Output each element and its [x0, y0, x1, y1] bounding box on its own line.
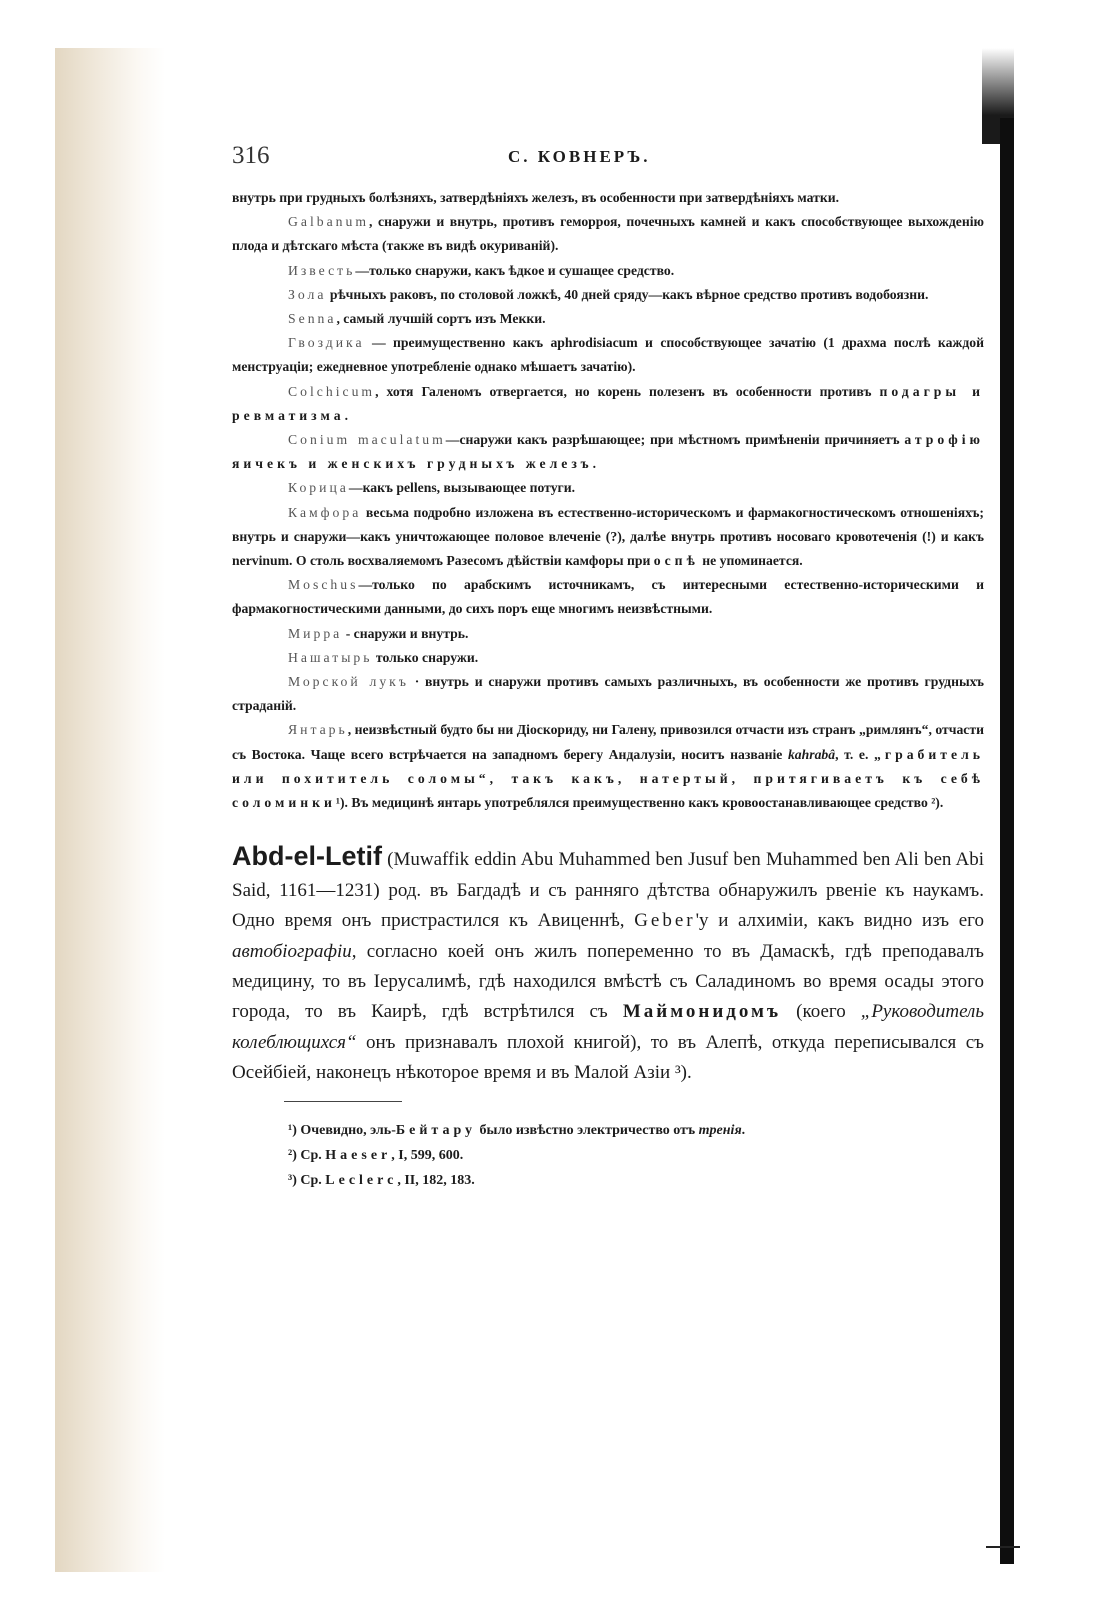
- entry-term: Корица: [288, 480, 349, 496]
- entry-continuation: внутрь при грудныхъ болѣзняхъ, затвердѣніяхъ железъ, въ особенности при затвердѣніяхъ матки.: [232, 190, 840, 205]
- spaced-emphasis: оспѣ: [653, 553, 699, 569]
- spaced-emphasis: атрофію яичекъ и женскихъ грудныхъ железъ: [232, 432, 984, 472]
- running-head: С. КОВНЕРЪ.: [508, 147, 651, 166]
- entry-term: Senna: [288, 311, 337, 327]
- entry-korica: Корица—какъ pellens, вызывающее потуги.: [288, 480, 576, 496]
- entry-abd-el-letif: Abd-el-Letif (Muwaffik eddin Abu Muhammed ben Jusuf ben Muhammed ben Ali ben Abi Said, 1161—1231) род. въ Багдадѣ и съ ранняго дѣтства обнаружилъ рвеніе къ наукамъ. Одно время онъ пристрастился къ Авиценнѣ, Geber'у и алхиміи, какъ видно изъ его автобіографіи, согласно коей онъ жилъ попеременно то въ Дамаскѣ, гдѣ преподавалъ медицину, то въ Іерусалимѣ, гдѣ находился вмѣстѣ съ Саладиномъ во время осады этого города, то въ Каирѣ, гдѣ встрѣтился съ Маймонидомъ (коего „Руководитель колеблющихся“ онъ признавалъ плохой книгой), то въ Алепѣ, откуда переписывался съ Осейбіей, наконецъ нѣкоторое время и въ Малой Азіи ³).: [232, 841, 984, 1084]
- entry-term: Гвоздика: [288, 335, 365, 351]
- footnote-rule: [284, 1101, 402, 1102]
- materia-medica-list: [232, 186, 984, 815]
- entry-yantar: Янтарь, неизвѣстный будто бы ни Діоскориду, ни Галену, привозился отчасти изъ странъ „римлянъ“, отчасти съ Востока. Чаще всего встрѣчается на западномъ берегу Андалузіи, носитъ названіе kahrabâ, т. е. „грабитель или похититель соломы“, такъ какъ, натертый, притягиваетъ къ себѣ соломинки¹). Въ медицинѣ янтарь употреблялся преимущественно какъ кровоостанавливающее средство ²).: [232, 722, 984, 811]
- entry-nashatyr: Нашатырь только снаружи.: [288, 649, 479, 665]
- footnotes: [232, 1118, 984, 1193]
- scan-page-edge-shadow: [55, 48, 165, 1572]
- page-number: 316: [232, 142, 270, 169]
- entry-senna: Senna, самый лучшій сортъ изъ Мекки.: [288, 311, 546, 327]
- entry-kamfora: Камфора весьма подробно изложена въ естественно-историческомъ и фармакогностическомъ отношеніяхъ; внутрь и снаружи—какъ уничтожающее половое влеченіе (?), далѣе внутрь противъ носоваго кровотеченія (!) и какъ nervinum. О столь восхваляемомъ Разесомъ дѣйствіи камфоры при оспѣ не упоминается.: [232, 504, 984, 569]
- entry-galbanum: Galbanum, снаружи и внутрь, противъ геморроя, почечныхъ камней и какъ способствующее выхожденію плода и дѣтскаго мѣста (также въ видѣ окуриваній).: [232, 214, 984, 254]
- spaced-name: Geber: [634, 910, 696, 932]
- entry-term: Galbanum: [288, 214, 370, 230]
- entry-term: Нашатырь: [288, 649, 373, 665]
- entry-term: Мирра: [288, 625, 343, 641]
- entry-colchicum: Colchicum, хотя Галеномъ отвергается, но корень полезенъ въ особенности противъ подагры и ревматизма.: [232, 383, 984, 423]
- entry-term: Зола: [288, 286, 327, 302]
- page-header: [232, 130, 984, 170]
- entry-term: Морской лукъ: [288, 674, 409, 690]
- italic-title: автобіографіи: [232, 940, 352, 962]
- entry-gvozdika: Гвоздика — преимущественно какъ aphrodisiacum и способствующее зачатію (1 драхма послѣ каждой менструаціи; ежедневное употребленіе однако мѣшаетъ зачатію).: [232, 335, 984, 375]
- italic-title: „Руководитель колеблющихся“: [232, 1001, 984, 1053]
- entry-moschus: Moschus—только по арабскимъ источникамъ, съ интересными естественно-историческими и фармакогностическими данными, до сихъ поръ еще многимъ неизвѣстными.: [232, 577, 984, 617]
- scan-binding-edge: [1000, 118, 1014, 1564]
- entry-term: Камфора: [288, 504, 362, 520]
- entry-mirra: Мирра - снаружи и внутрь.: [288, 625, 469, 641]
- entry-term: Conium maculatum: [288, 432, 446, 448]
- entry-term: Известь: [288, 262, 356, 278]
- footnote-3: ³) Ср. Leclerc, II, 182, 183.: [288, 1172, 475, 1188]
- footnote-1: ¹) Очевидно, эль-Бейтару было извѣстно электричество отъ тренія.: [288, 1122, 746, 1138]
- entry-term: Moschus: [288, 577, 359, 593]
- entry-izvest: Известь—только снаружи, какъ ѣдкое и сушащее средство.: [288, 262, 675, 278]
- book-page: [232, 130, 984, 1193]
- entry-term: Colchicum: [288, 383, 376, 399]
- scan-edge-mark: [986, 1546, 1020, 1548]
- entry-heading: Abd-el-Letif: [232, 841, 382, 872]
- entry-morskoi-luk: Морской лукъ · внутрь и снаружи противъ самыхъ различныхъ, въ особенности же противъ грудныхъ страданій.: [232, 674, 984, 714]
- entry-conium: Conium maculatum—снаружи какъ разрѣшающее; при мѣстномъ примѣненіи причиняетъ атрофію яичекъ и женскихъ грудныхъ железъ.: [232, 432, 984, 472]
- spaced-name: Маймонидомъ: [622, 1001, 782, 1023]
- entry-zola: Зола рѣчныхъ раковъ, по столовой ложкѣ, 40 дней сряду—какъ вѣрное средство противъ водобоязни.: [288, 286, 929, 302]
- footnote-2: ²) Ср. Haeser, I, 599, 600.: [288, 1147, 464, 1163]
- italic-term: kahrabâ: [787, 746, 836, 762]
- entry-term: Янтарь: [288, 722, 348, 738]
- spaced-emphasis: подагры и ревматизма: [232, 383, 984, 423]
- main-entry: [232, 841, 984, 1088]
- spaced-emphasis: „грабитель или похититель соломы“, такъ какъ, натертый, притягиваетъ къ себѣ соломинки: [232, 746, 984, 811]
